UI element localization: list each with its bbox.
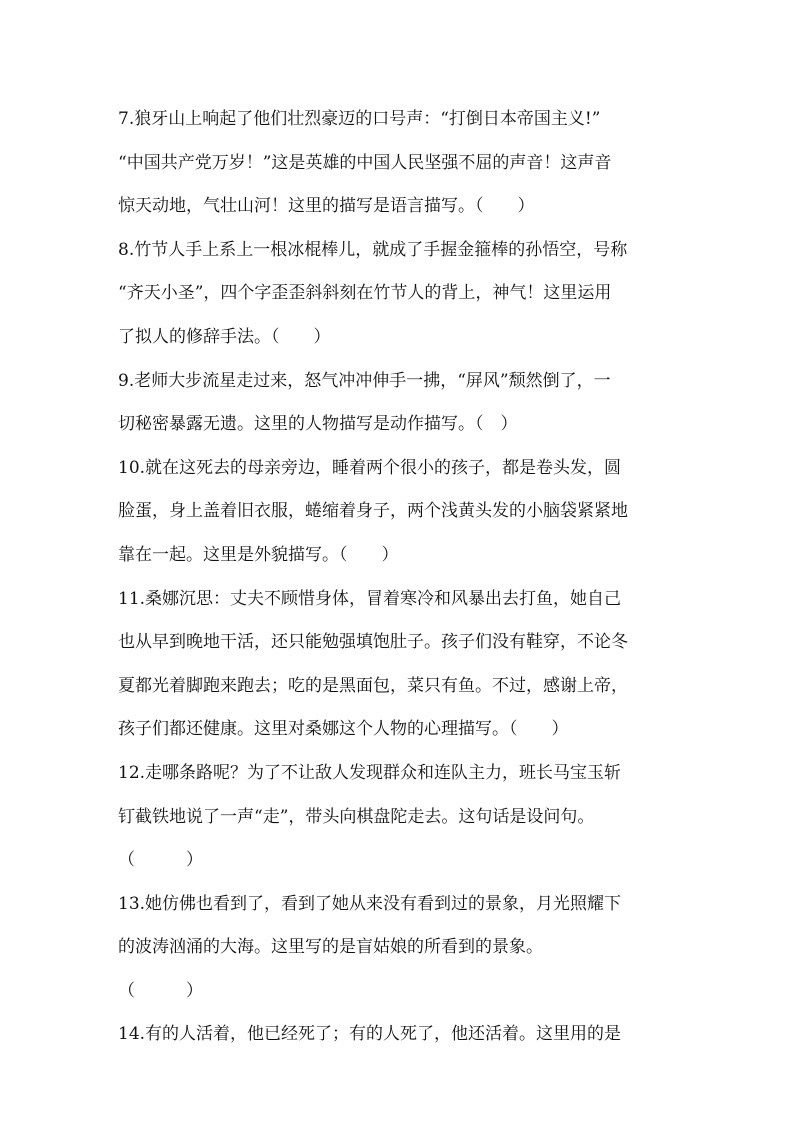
question-14-line-1: 14.有的人活着，他已经死了；有的人死了，他还活着。这里用的是 <box>118 1024 622 1045</box>
question-8-line-1: 8.竹节人手上系上一根冰棍棒儿，就成了手握金箍棒的孙悟空，号称 <box>118 239 628 260</box>
question-11-line-3: 夏都光着脚跑来跑去；吃的是黑面包，菜只有鱼。不过，感谢上帝， <box>118 675 628 696</box>
question-12-line-1: 12.走哪条路呢？为了不让敌人发现群众和连队主力，班长马宝玉斩 <box>118 762 622 783</box>
question-12-line-2: 钉截铁地说了一声“走”，带头向棋盘陀走去。这句话是设问句。 <box>118 806 595 827</box>
question-13-line-2: 的波涛汹涌的大海。这里写的是盲姑娘的所看到的景象。 <box>118 937 543 958</box>
question-12-answer-blank: （ ） <box>118 850 203 871</box>
question-8-line-2: “齐天小圣”，四个字歪歪斜斜刻在竹节人的背上，神气！这里运用 <box>118 283 612 304</box>
question-13-line-1: 13.她仿佛也看到了，看到了她从来没有看到过的景象，月光照耀下 <box>118 893 622 914</box>
question-13-answer-blank: （ ） <box>118 980 203 1001</box>
question-11-line-1: 11.桑娜沉思：丈夫不顾惜身体，冒着寒冷和风暴出去打鱼，她自己 <box>118 588 622 609</box>
question-11-line-4: 孩子们都还健康。这里对桑娜这个人物的心理描写。（ ） <box>118 719 569 740</box>
question-7-line-3: 惊天动地，气壮山河！这里的描写是语言描写。（ ） <box>118 196 535 217</box>
question-7-line-2: “中国共产党万岁！”这是英雄的中国人民坚强不屈的声音！这声音 <box>118 152 612 173</box>
question-7-line-1: 7.狼牙山上响起了他们壮烈豪迈的口号声：“打倒日本帝国主义!” <box>118 109 601 129</box>
question-10-line-3: 靠在一起。这里是外貌描写。（ ） <box>118 544 399 565</box>
question-10-line-2: 脸蛋，身上盖着旧衣服，蜷缩着身子，两个浅黄头发的小脑袋紧紧地 <box>118 501 628 522</box>
question-8-line-3: 了拟人的修辞手法。（ ） <box>118 326 331 347</box>
question-11-line-2: 也从早到晚地干活，还只能勉强填饱肚子。孩子们没有鞋穿，不论冬 <box>118 632 628 653</box>
question-list <box>118 98 678 1057</box>
question-9-line-1: 9.老师大步流星走过来，怒气冲冲伸手一拂，“屏风”颓然倒了，一 <box>118 370 611 391</box>
question-9-line-2: 切秘密暴露无遗。这里的人物描写是动作描写。（ ） <box>118 414 518 435</box>
question-10-line-1: 10.就在这死去的母亲旁边，睡着两个很小的孩子，都是卷头发，圆 <box>118 457 622 478</box>
